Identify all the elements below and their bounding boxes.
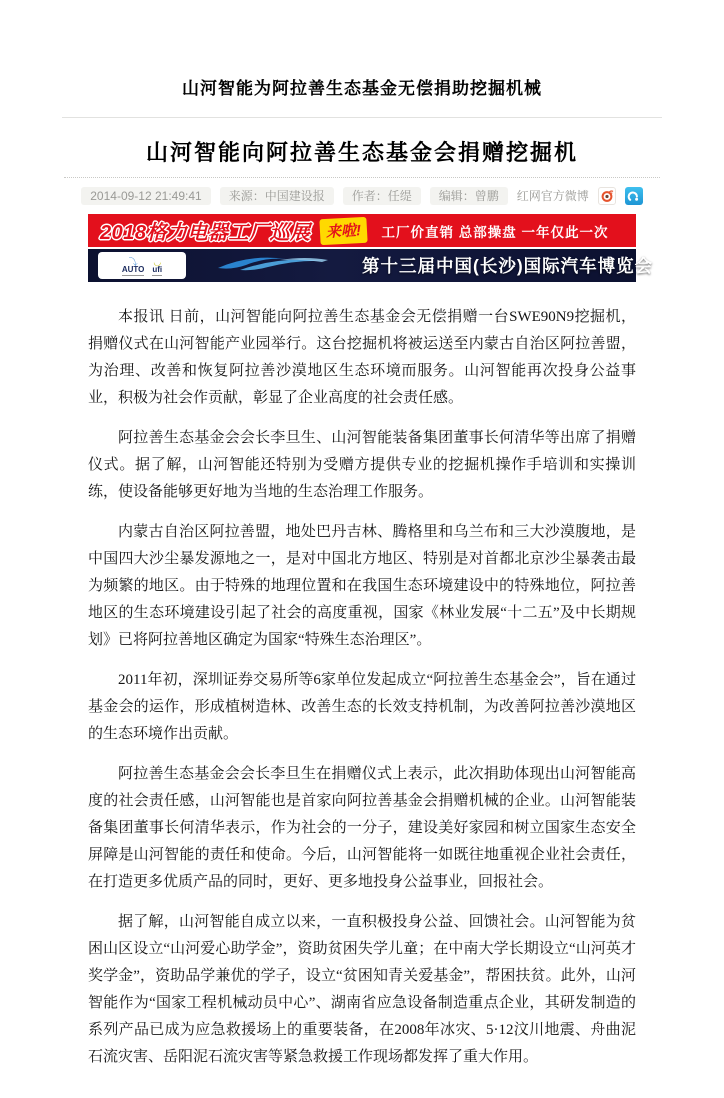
weibo-label: 红网官方微博 [516,189,589,203]
auto-logo-bird-icon: ⤵ [128,257,138,267]
article-paragraph: 据了解，山河智能自成立以来，一直积极投身公益、回馈社会。山河智能为贫困山区设立“山河爱心助学金”，资助贫困失学儿童；在中南大学长期设立“山河英才奖学金”，资助品学兼优的学子，设立“贫困知青关爱基金”，帮困扶贫。此外，山河智能作为“国家工程机械动员中心”、湖南省应急设备制造重点企业，其研发制造的系列产品已成为应急救援场上的重要装备，在2008年冰灾、5·12汶川地震、舟曲泥石流灾害、岳阳泥石流灾害等紧急救援工作现场都发挥了重大作用。 [88,914,636,1065]
expo-ad-title: 第十三届中国(长沙)国际汽车博览会 [362,256,654,276]
editor-label: 编辑：曾鹏 [430,187,508,205]
car-swoosh-icon [210,252,340,279]
article-paragraph: 内蒙古自治区阿拉善盟，地处巴丹吉林、腾格里和乌兰布和三大沙漠腹地，是中国四大沙尘暴发源地之一，是对中国北方地区、特别是对首都北京沙尘暴袭击最为频繁的地区。由于特殊的地理位置和在我国生态环境建设中的特殊地位，阿拉善地区的生态环境建设引起了社会的高度重视，国家《林业发展“十二五”及中长期规划》已将阿拉善地区确定为国家“特殊生态治理区”。 [88,524,636,648]
ufi-logo-text: ufi [152,265,163,274]
title-divider [64,177,660,178]
ad-banners [88,214,654,282]
publish-datetime: 2014-09-12 21:49:41 [81,187,210,205]
gree-ad-badge: 来啦! [319,216,367,244]
ufi-logo-arc-icon: ◡ [153,257,162,267]
page-title: 山河智能为阿拉善生态基金无偿捐助挖掘机械 [182,79,542,98]
ufi-logo [152,258,162,276]
gree-ad-tagline: 工厂价直销 总部操盘 一年仅此一次 [381,224,609,240]
tencent-weibo-icon[interactable] [625,187,643,205]
sina-weibo-icon[interactable] [598,187,616,205]
article-container [62,117,662,1071]
gree-ad-title: 2018格力电器工厂巡展 [100,222,311,244]
article-paragraph: 2011年初，深圳证券交易所等6家单位发起成立“阿拉善生态基金会”，旨在通过基金会的运作，形成植树造林、改善生态的长效支持机制，为改善阿拉善沙漠地区的生态环境作出贡献。 [88,672,636,742]
source-label: 来源：中国建设报 [220,187,334,205]
auto-logo [122,258,145,276]
gree-ad-banner[interactable] [88,214,636,247]
author-label: 作者：任缇 [343,187,421,205]
expo-logo-box [98,252,186,279]
article-paragraph: 阿拉善生态基金会会长李旦生在捐赠仪式上表示，此次捐助体现出山河智能高度的社会责任感，山河智能也是首家向阿拉善基金会捐赠机械的企业。山河智能装备集团董事长何清华表示，作为社会的一分子，建设美好家园和树立国家生态安全屏障是山河智能的责任和使命。今后，山河智能将一如既往地重视企业社会责任，在打造更多优质产品的同时，更好、更多地投身公益事业，回报社会。 [88,766,636,890]
article-meta [62,187,662,205]
article-paragraph: 本报讯 日前，山河智能向阿拉善生态基金会无偿捐赠一台SWE90N9挖掘机，捐赠仪式在山河智能产业园举行。这台挖掘机将被运送至内蒙古自治区阿拉善盟，为治理、改善和恢复阿拉善沙漠地区生态环境而服务。山河智能再次投身公益事业，积极为社会作贡献，彰显了企业高度的社会责任感。 [88,309,636,406]
article-paragraph: 阿拉善生态基金会会长李旦生、山河智能装备集团董事长何清华等出席了捐赠仪式。据了解，山河智能还特别为受赠方提供专业的挖掘机操作手培训和实操训练，使设备能够更好地为当地的生态治理工作服务。 [88,430,636,500]
auto-logo-text: AUTO [121,265,145,274]
article-body [88,304,636,1071]
auto-expo-ad-banner[interactable] [88,249,654,282]
article-headline: 山河智能向阿拉善生态基金会捐赠挖掘机 [145,140,578,165]
